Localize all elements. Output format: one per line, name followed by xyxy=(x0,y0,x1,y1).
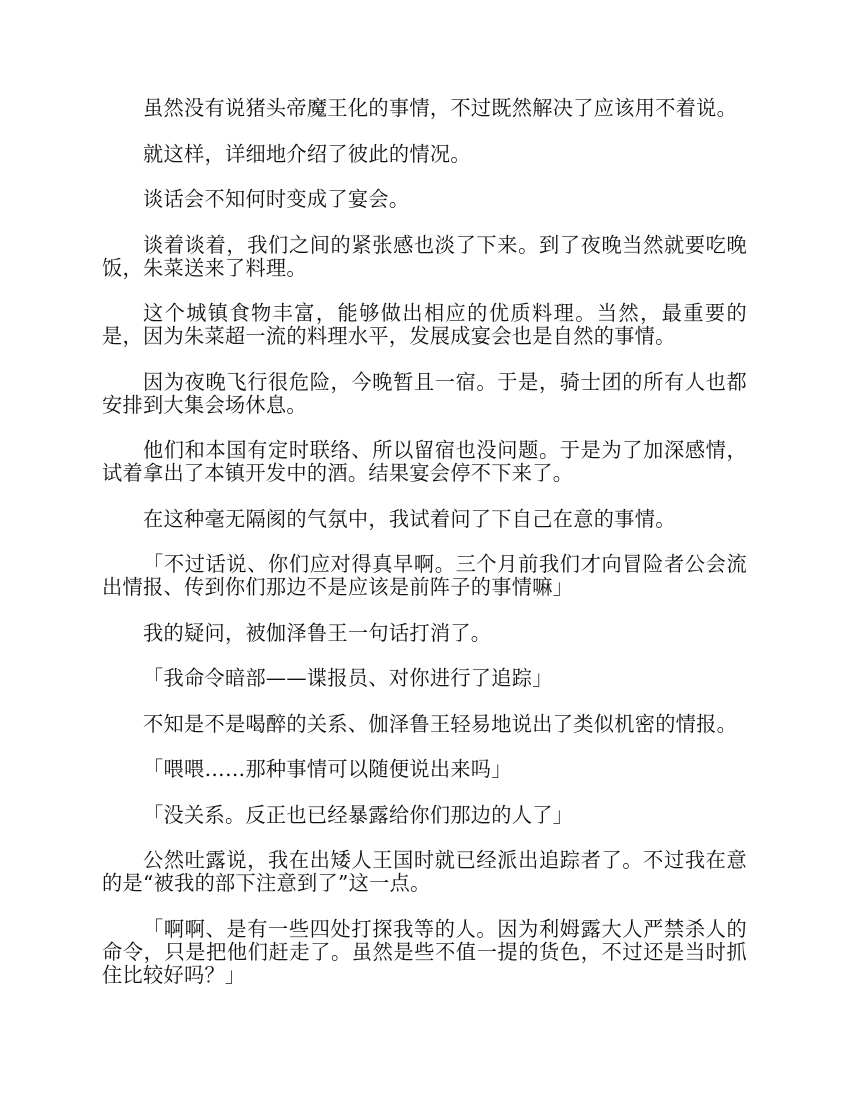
paragraph: 我的疑问，被伽泽鲁王一句话打消了。 xyxy=(143,620,492,645)
paragraph: 虽然没有说猪头帝魔王化的事情，不过既然解决了应该用不着说。 xyxy=(143,96,738,120)
paragraph: 不知是不是喝醉的关系、伽泽鲁王轻易地说出了类似机密的情报。 xyxy=(143,711,738,736)
paragraph: 谈着谈着，我们之间的紧张感也淡了下来。到了夜晚当然就要吃晚饭，朱菜送来了料理。 xyxy=(102,232,747,280)
dialogue-paragraph: 「没关系。反正也已经暴露给你们那边的人了」 xyxy=(143,802,574,827)
paragraph: 就这样，详细地介绍了彼此的情况。 xyxy=(143,141,471,166)
document-page xyxy=(102,97,747,1009)
dialogue-paragraph: 「喂喂……那种事情可以随便说出来吗」 xyxy=(143,757,512,781)
paragraph: 因为夜晚飞行很危险，今晚暂且一宿。于是，骑士团的所有人也都安排到大集会场休息。 xyxy=(102,369,747,417)
paragraph: 谈话会不知何时变成了宴会。 xyxy=(143,187,410,211)
paragraph: 他们和本国有定时联络、所以留宿也没问题。于是为了加深感情，试着拿出了本镇开发中的酒。结果宴会停不下来了。 xyxy=(102,438,747,485)
paragraph: 这个城镇食物丰富，能够做出相应的优质料理。当然，最重要的是，因为朱菜超一流的料理水平，发展成宴会也是自然的事情。 xyxy=(102,301,747,348)
paragraph: 在这种毫无隔阂的气氛中，我试着问了下自己在意的事情。 xyxy=(143,506,676,531)
paragraph: 公然吐露说，我在出矮人王国时就已经派出追踪者了。不过我在意的是“被我的部下注意到了”这一点。 xyxy=(102,848,747,895)
dialogue-paragraph: 「啊啊、是有一些四处打探我等的人。因为利姆露大人严禁杀人的命令，只是把他们赶走了。虽然是些不值一提的货色，不过还是当时抓住比较好吗？」 xyxy=(102,916,747,987)
dialogue-paragraph: 「我命令暗部——谍报员、对你进行了追踪」 xyxy=(143,666,553,690)
dialogue-paragraph: 「不过话说、你们应对得真早啊。三个月前我们才向冒险者公会流出情报、传到你们那边不是应该是前阵子的事情嘛」 xyxy=(102,552,747,599)
